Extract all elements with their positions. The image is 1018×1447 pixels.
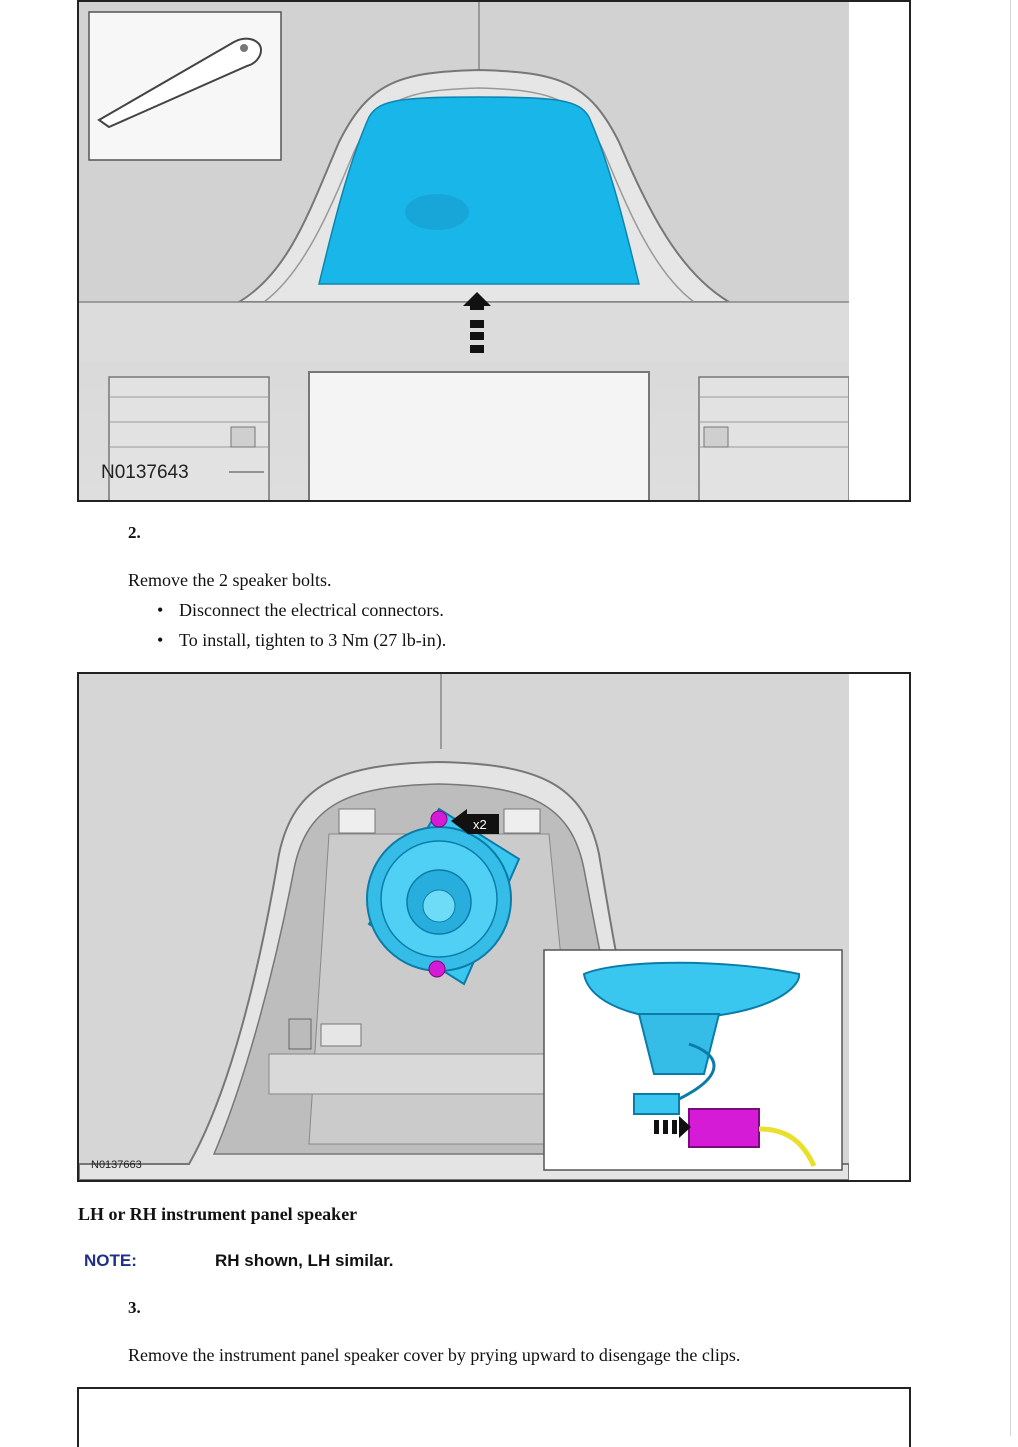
figure-speaker-bolts <box>77 672 911 1182</box>
callout-label: x2 <box>473 817 487 832</box>
page-edge <box>1010 0 1011 1436</box>
speaker-bolts-illustration <box>79 674 909 1180</box>
figure-next <box>77 1387 911 1447</box>
step-number: 2. <box>128 523 141 542</box>
section-heading: LH or RH instrument panel speaker <box>78 1204 358 1224</box>
step-number: 3. <box>128 1298 141 1317</box>
note-text: RH shown, LH similar. <box>215 1251 394 1270</box>
note-label: NOTE: <box>84 1251 137 1270</box>
bullet-item: • Disconnect the electrical connectors. <box>155 595 446 625</box>
step-instruction: Remove the 2 speaker bolts. <box>128 570 332 590</box>
figure-label: N0137663 <box>91 1159 142 1171</box>
speaker-cover-highlight <box>319 97 639 284</box>
connector-inset <box>544 950 842 1170</box>
trim-tool-inset <box>89 12 281 160</box>
step-instruction: Remove the instrument panel speaker cover by prying upward to disengage the clips. <box>128 1345 741 1365</box>
figure-label: N0137643 <box>101 462 189 483</box>
bullet-item: • To install, tighten to 3 Nm (27 lb-in). <box>155 625 446 655</box>
figure-speaker-cover <box>77 0 911 502</box>
speaker-cover-illustration <box>79 2 909 502</box>
step-bullets <box>155 595 446 655</box>
